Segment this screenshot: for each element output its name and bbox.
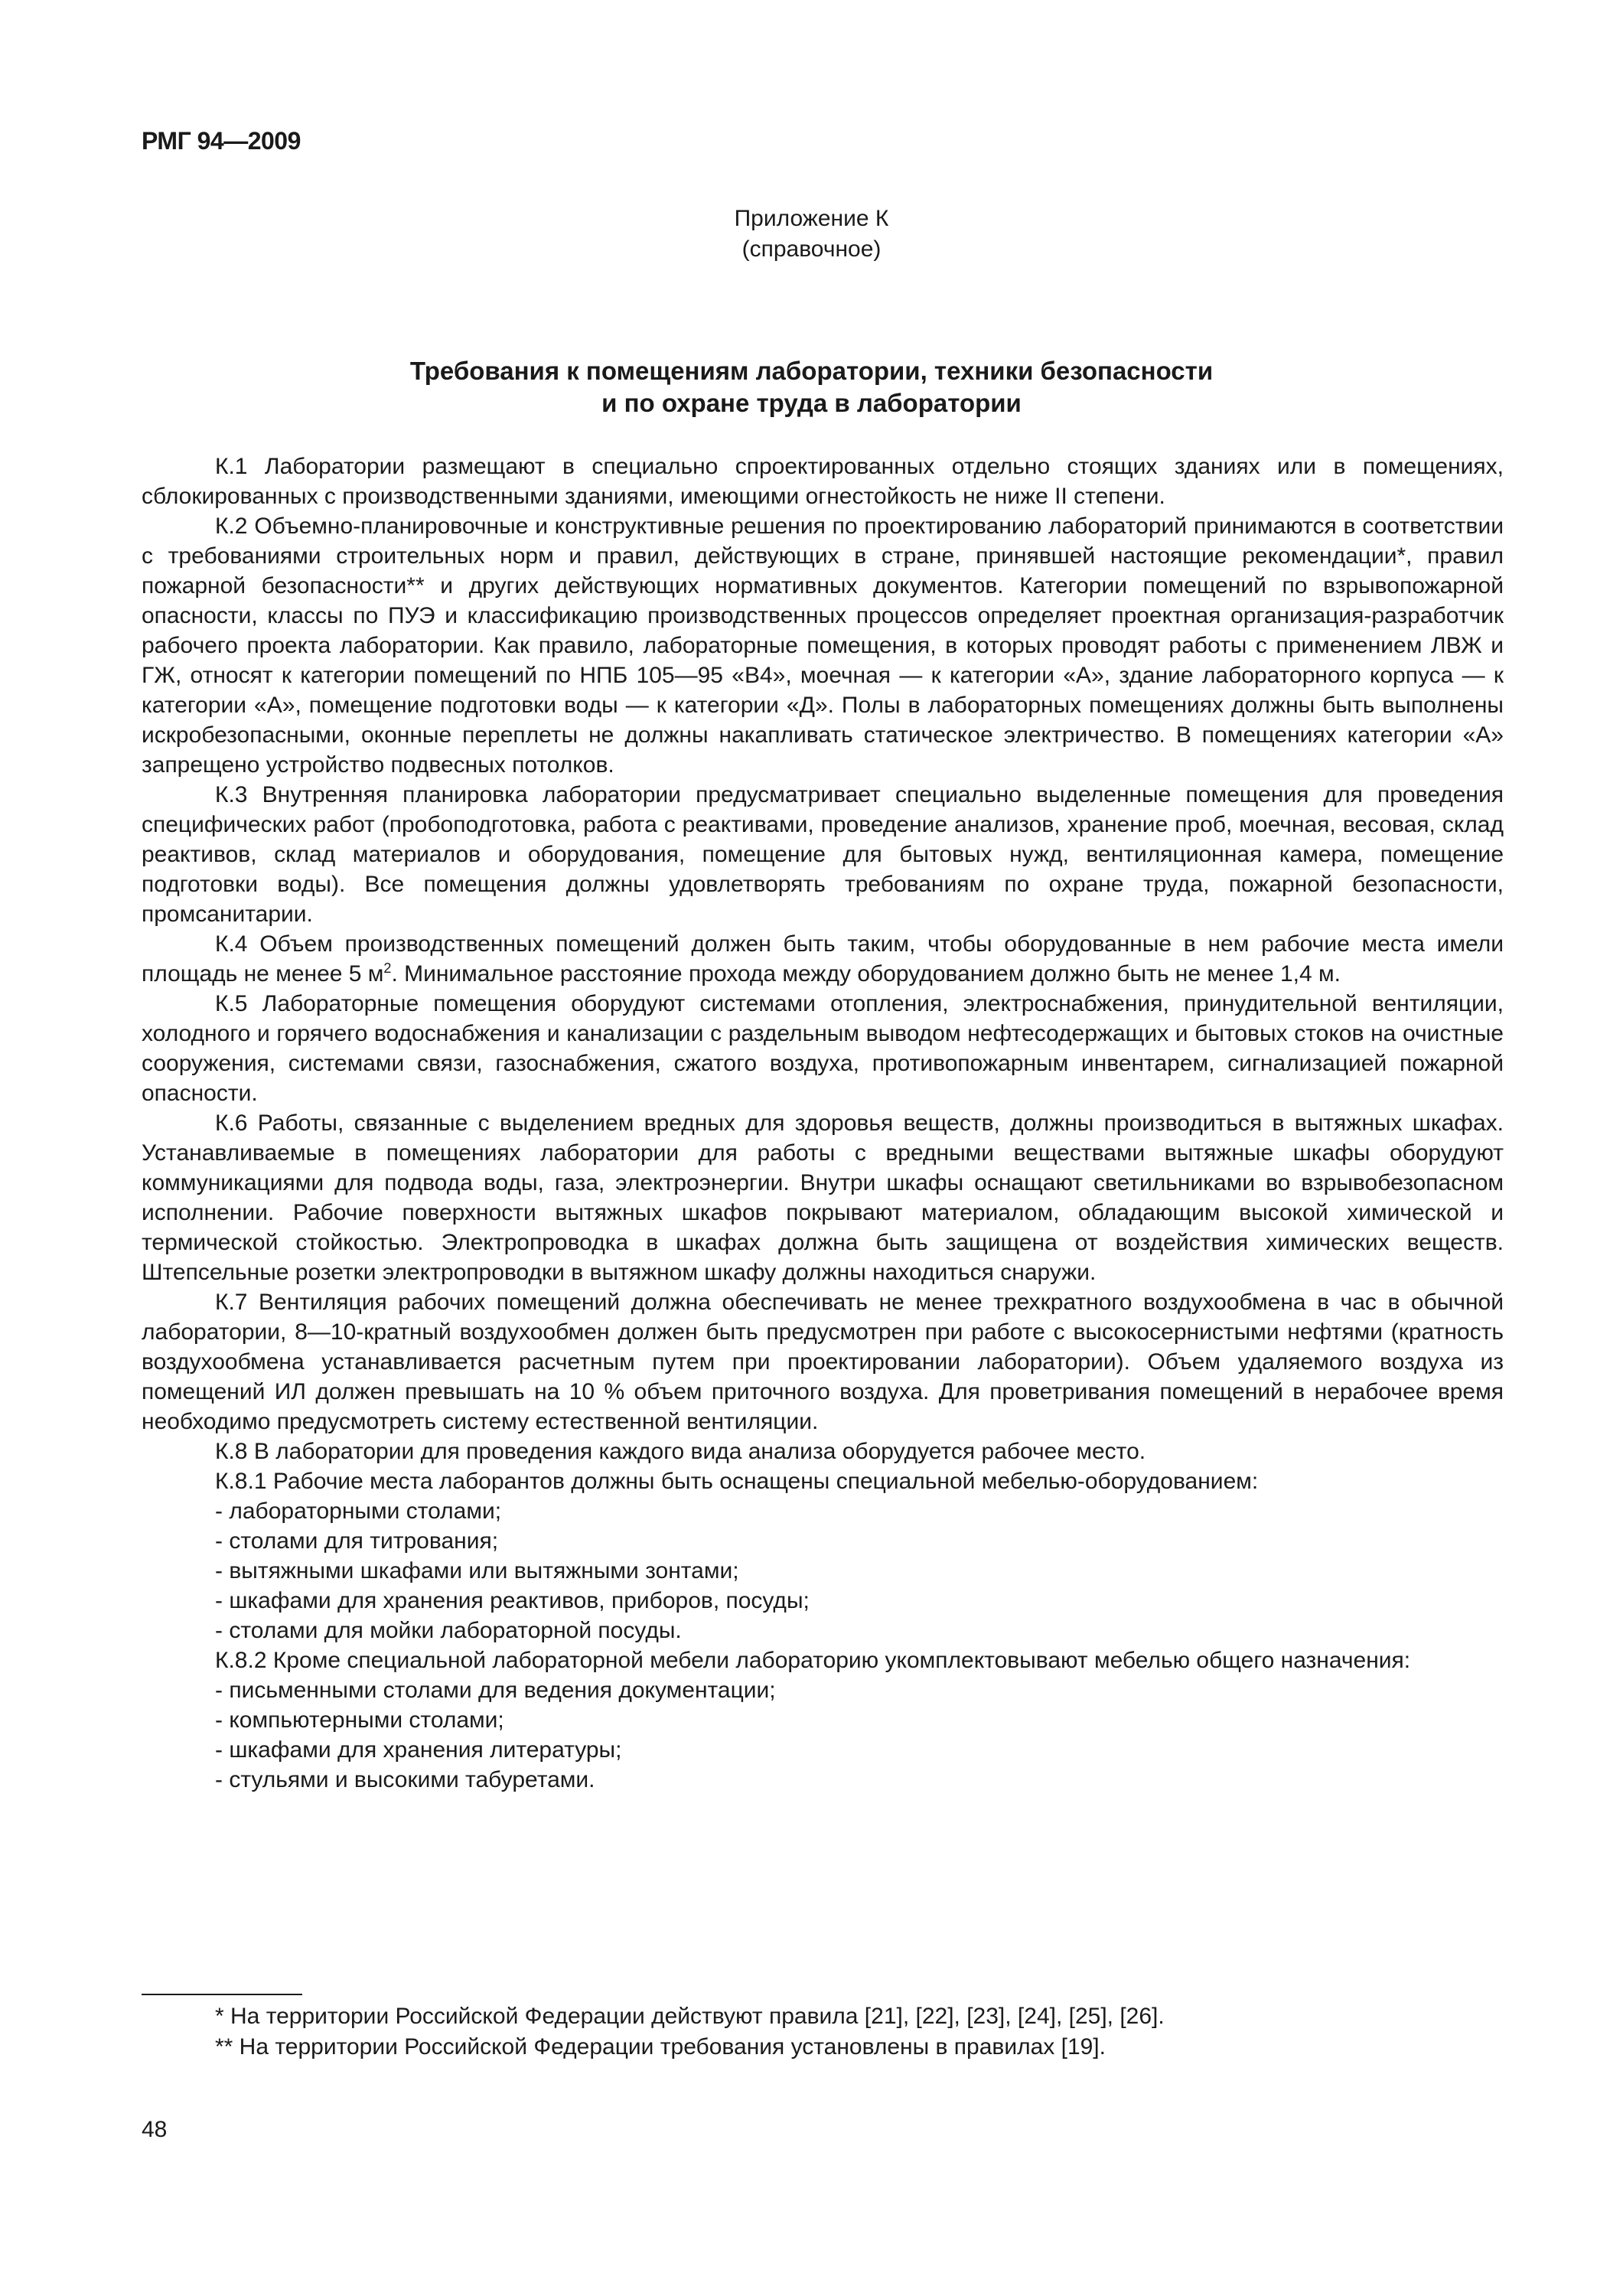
paragraph-k8-1: К.8.1 Рабочие места лаборантов должны быть оснащены специальной мебелью-оборудованием:	[215, 1469, 1259, 1494]
paragraph-k6: К.6 Работы, связанные с выделением вредных для здоровья веществ, должны производиться в вытяжных шкафах. Устанавливаемые в помещениях лаборатории для работы с вредными веществами вытяжные шкафы оборудуют коммуникациями для подвода воды, газа, электроэнергии. Внутри шкафы оснащают светильниками во взрывобезопасном исполнении. Рабочие поверхности вытяжных шкафов покрывают материалом, обладающим высокой химической и термической стойкостью. Электропроводка в шкафах должна быть защищена от воздействия химических веществ. Штепсельные розетки электропроводки в вытяжном шкафу должны находиться снаружи.	[142, 1110, 1504, 1285]
list-item: - столами для мойки лабораторной посуды.	[215, 1618, 682, 1643]
list-item: - шкафами для хранения литературы;	[215, 1737, 622, 1763]
footnote-2: ** На территории Российской Федерации требования установлены в правилах [19].	[215, 2034, 1106, 2060]
paragraph-k5: К.5 Лабораторные помещения оборудуют системами отопления, электроснабжения, принудительной вентиляции, холодного и горячего водоснабжения и канализации с раздельным выводом нефтесодержащих и бытовых стоков на очистные сооружения, системами связи, газоснабжения, сжатого воздуха, противопожарным инвентарем, сигнализацией пожарной опасности.	[142, 991, 1504, 1106]
footnote-divider	[142, 1994, 302, 1995]
appendix-heading	[0, 204, 1623, 265]
appendix-status: (справочное)	[741, 236, 882, 262]
page-number: 48	[142, 2117, 168, 2142]
paragraph-k1: К.1 Лаборатории размещают в специально спроектированных отдельно стоящих зданиях или в помещениях, сблокированных с производственными зданиями, имеющими огнестойкость не ниже II степени.	[142, 454, 1504, 509]
paragraph-k4-superscript: 2	[383, 960, 392, 976]
paragraph-k2: К.2 Объемно-планировочные и конструктивные решения по проектированию лабораторий принимаются в соответствии с требованиями строительных норм и правил, действующих в стране, принявшей настоящие рекомендации*, правил пожарной безопасности** и других действующих нормативных документов. Категории помещений по взрывопожарной опасности, классы по ПУЭ и классификацию производственных процессов определяет проектная организация-разработчик рабочего проекта лаборатории. Как правило, лабораторные помещения, в которых проводят работы с применением ЛВЖ и ГЖ, относят к категории помещений по НПБ 105—95 «В4», моечная — к категории «А», здание лабораторного корпуса — к категории «А», помещение подготовки воды — к категории «Д». Полы в лабораторных помещениях должны быть выполнены искробезопасными, оконные переплеты не должны накапливать статическое электричество. В помещениях категории «А» запрещено устройство подвесных потолков.	[142, 514, 1504, 778]
list-item: - стульями и высокими табуретами.	[215, 1767, 595, 1792]
paragraph-k8: К.8 В лаборатории для проведения каждого вида анализа оборудуется рабочее место.	[215, 1439, 1146, 1464]
section-title-line-2: и по охране труда в лаборатории	[601, 389, 1022, 417]
section-title-line-1: Требования к помещениям лаборатории, техники безопасности	[409, 357, 1214, 385]
paragraph-k7: К.7 Вентиляция рабочих помещений должна обеспечивать не менее трехкратного воздухообмена в час в обычной лаборатории, 8—10-кратный воздухообмен должен быть предусмотрен при работе с высокосернистыми нефтями (кратность воздухообмена устанавливается расчетным путем при проектировании лаборатории). Объем удаляемого воздуха из помещений ИЛ должен превышать на 10 % объем приточного воздуха. Для проветривания помещений в нерабочее время необходимо предусмотреть систему естественной вентиляции.	[142, 1290, 1504, 1434]
footnotes	[142, 2001, 1504, 2063]
appendix-label: Приложение К	[734, 206, 889, 231]
section-title	[0, 355, 1623, 419]
list-item: - столами для титрования;	[215, 1528, 499, 1554]
list-item: - шкафами для хранения реактивов, приборов, посуды;	[215, 1588, 810, 1613]
body-text	[142, 452, 1504, 1795]
paragraph-k4-text: К.4 Объем производственных помещений должен быть таким, чтобы оборудованные в нем рабочие места имели площадь не менее 5 м	[142, 931, 1504, 987]
list-item: - лабораторными столами;	[215, 1499, 502, 1524]
footnote-1: * На территории Российской Федерации действуют правила [21], [22], [23], [24], [25], [26].	[215, 2004, 1165, 2029]
list-item: - письменными столами для ведения документации;	[215, 1678, 776, 1703]
paragraph-k3: К.3 Внутренняя планировка лаборатории предусматривает специально выделенные помещения для проведения специфических работ (пробоподготовка, работа с реактивами, проведение анализов, хранение проб, моечная, весовая, склад реактивов, склад материалов и оборудования, помещение для бытовых нужд, вентиляционная камера, помещение подготовки воды). Все помещения должны удовлетворять требованиям по охране труда, пожарной безопасности, промсанитарии.	[142, 782, 1504, 927]
paragraph-k4-text-end: . Минимальное расстояние прохода между оборудованием должно быть не менее 1,4 м.	[391, 961, 1341, 987]
document-code: РМГ 94—2009	[142, 127, 301, 155]
list-item: - компьютерными столами;	[215, 1707, 504, 1733]
paragraph-k4	[142, 929, 1504, 989]
paragraph-k8-2: К.8.2 Кроме специальной лабораторной мебели лабораторию укомплектовывают мебелью общего назначения:	[215, 1648, 1411, 1673]
list-item: - вытяжными шкафами или вытяжными зонтами;	[215, 1558, 739, 1583]
